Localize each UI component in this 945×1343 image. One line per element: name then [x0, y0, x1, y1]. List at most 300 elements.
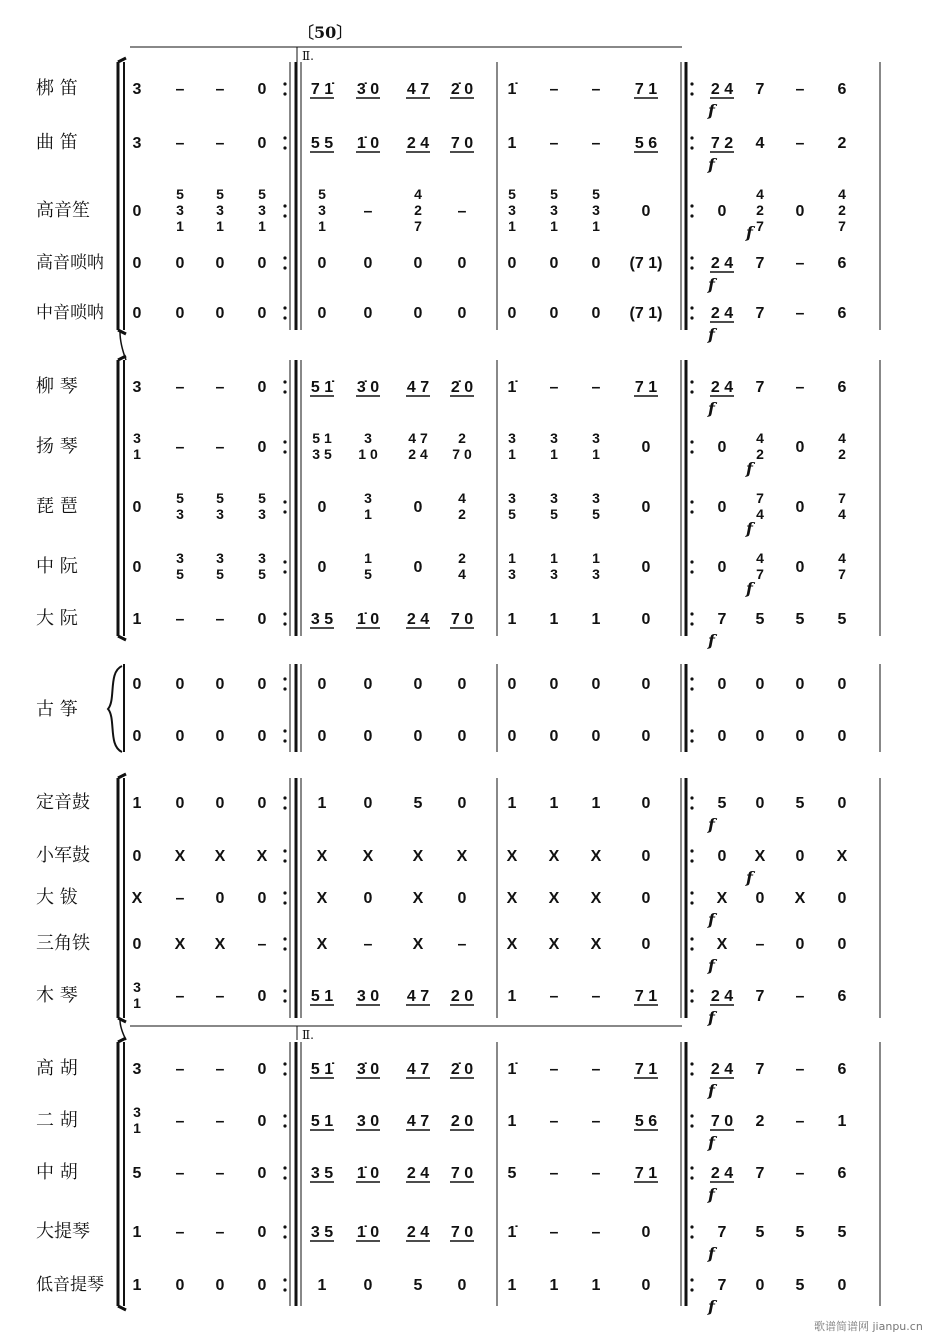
note-token: 0: [641, 499, 651, 516]
note-token: 0: [257, 379, 267, 396]
note-token: –: [215, 1113, 225, 1130]
chord-note: 5: [592, 506, 600, 522]
note-token: X: [412, 848, 424, 865]
note-token: 0: [457, 728, 467, 745]
note-token: 0: [257, 1061, 267, 1078]
note-token: –: [175, 1113, 185, 1130]
note-token: 0: [257, 795, 267, 812]
note-token: –: [795, 305, 805, 322]
note-token: 0: [257, 676, 267, 693]
note-token: –: [591, 81, 601, 98]
note-token: 5 5: [310, 135, 334, 152]
note-token: 0: [641, 848, 651, 865]
chord-note: 2: [458, 506, 466, 522]
chord-note: 4: [756, 430, 764, 446]
chord-note: 3: [550, 566, 558, 582]
note-token: 0: [641, 936, 651, 953]
repeat-dot: [283, 739, 286, 742]
repeat-dot: [690, 204, 693, 207]
note-token: 0: [175, 728, 185, 745]
chord-note: 3: [133, 1104, 141, 1120]
note-token: 0: [549, 676, 559, 693]
repeat-dot: [283, 1124, 286, 1127]
chord-note: 1: [508, 550, 516, 566]
note-token: 3̇ 0: [356, 379, 380, 396]
volta-label-bottom: Ⅱ.: [302, 1028, 314, 1042]
chord-note: 4: [458, 566, 466, 582]
note-token: 6: [837, 1061, 847, 1078]
note-token: 0: [795, 203, 805, 220]
repeat-dot: [283, 204, 286, 207]
instrument-row: [36, 792, 847, 834]
note-token: 3̇ 0: [356, 1061, 380, 1078]
repeat-dot: [283, 146, 286, 149]
chord-note: 5: [176, 186, 184, 202]
watermark: 歌谱简谱网 jianpu.cn: [814, 1320, 923, 1333]
repeat-dot: [690, 729, 693, 732]
chord-note: 3: [176, 202, 184, 218]
note-token: X: [214, 848, 226, 865]
chord-note: 4: [458, 490, 466, 506]
barlines: [124, 47, 880, 1306]
chord-note: 2: [414, 202, 422, 218]
note-token: –: [549, 1061, 559, 1078]
instrument-name: 中 胡: [36, 1162, 78, 1183]
note-token: 2̇ 0: [450, 379, 474, 396]
repeat-dot: [283, 901, 286, 904]
note-token: 2 4: [710, 1165, 734, 1182]
note-token: –: [591, 988, 601, 1005]
repeat-dot: [283, 1278, 286, 1281]
chord-note: 2: [838, 202, 846, 218]
chord-note: 1: [550, 550, 558, 566]
note-token: 2 4: [710, 305, 734, 322]
note-token: 1: [591, 1277, 601, 1294]
note-token: 0: [641, 890, 651, 907]
note-token: 0: [132, 203, 142, 220]
chord-note: 5: [508, 506, 516, 522]
repeat-dot: [690, 510, 693, 513]
note-token: 7 1: [634, 379, 658, 396]
repeat-dot: [283, 1072, 286, 1075]
note-token: 0: [457, 255, 467, 272]
note-token: 0: [755, 1277, 765, 1294]
note-token: –: [549, 1113, 559, 1130]
repeat-dot: [690, 390, 693, 393]
note-token: 0: [413, 676, 423, 693]
instrument-name: 高音唢呐: [36, 253, 104, 273]
note-token: 1: [507, 611, 517, 628]
note-token: 0: [175, 255, 185, 272]
note-token: 0: [507, 255, 517, 272]
note-token: 0: [837, 1277, 847, 1294]
note-token: 0: [413, 728, 423, 745]
repeat-dot: [283, 1166, 286, 1169]
note-token: 7 0: [450, 1165, 474, 1182]
chord-note: 4: [756, 506, 764, 522]
note-token: 0: [317, 728, 327, 745]
chord-note: 5: [318, 186, 326, 202]
instrument-row: [36, 430, 846, 478]
note-token: X: [456, 848, 468, 865]
note-token: 0: [795, 676, 805, 693]
chord-note: 7 0: [452, 446, 472, 462]
note-token: X: [590, 936, 602, 953]
note-token: 4 7: [406, 1061, 430, 1078]
note-token: 0: [457, 676, 467, 693]
note-token: 6: [837, 255, 847, 272]
repeat-dot: [283, 256, 286, 259]
note-token: –: [549, 988, 559, 1005]
chord-note: 7: [838, 218, 846, 234]
instrument-name: 木 琴: [36, 985, 78, 1006]
chord-note: 1: [550, 218, 558, 234]
chord-note: 4: [756, 550, 764, 566]
note-token: 3 0: [356, 988, 380, 1005]
chord-note: 5: [216, 490, 224, 506]
note-token: –: [175, 81, 185, 98]
note-token: 0: [413, 559, 423, 576]
dynamic-mark: f: [708, 399, 715, 418]
note-token: 5 1: [310, 988, 334, 1005]
note-token: –: [175, 439, 185, 456]
note-token: 0: [717, 728, 727, 745]
repeat-dot: [283, 92, 286, 95]
repeat-dot: [690, 440, 693, 443]
instrument-row: [36, 132, 847, 174]
instrument-name: 中音唢呐: [36, 303, 104, 323]
note-token: 2: [837, 135, 847, 152]
note-token: 3 5: [310, 1165, 334, 1182]
note-token: X: [506, 848, 518, 865]
note-token: 0: [755, 728, 765, 745]
chord-note: 4: [414, 186, 422, 202]
note-token: X: [412, 890, 424, 907]
chord-note: 4: [838, 506, 846, 522]
chord-note: 1: [550, 446, 558, 462]
dynamic-mark: f: [708, 1244, 715, 1263]
repeat-dot: [690, 849, 693, 852]
note-token: 0: [795, 936, 805, 953]
chord-note: 3: [216, 506, 224, 522]
note-token: 0: [257, 988, 267, 1005]
chord-note: 5: [176, 490, 184, 506]
note-token: 5 1̇: [310, 1061, 334, 1078]
note-token: 2 4: [710, 81, 734, 98]
instrument-row: [36, 1058, 847, 1100]
note-token: 3 5: [310, 1224, 334, 1241]
repeat-dot: [690, 1062, 693, 1065]
volta-label-top: Ⅱ.: [302, 49, 314, 63]
note-token: 0: [837, 890, 847, 907]
instrument-row: [133, 676, 847, 693]
instrument-row: [36, 979, 847, 1027]
note-token: 2 4: [710, 988, 734, 1005]
repeat-dot: [283, 849, 286, 852]
note-token: 2 0: [450, 988, 474, 1005]
note-token: –: [795, 379, 805, 396]
chord-note: 2: [756, 446, 764, 462]
instrument-name: 定音鼓: [36, 792, 90, 813]
chord-note: 3: [318, 202, 326, 218]
note-token: 0: [641, 1224, 651, 1241]
note-token: 0: [257, 1113, 267, 1130]
dynamic-mark: f: [708, 1185, 715, 1204]
note-token: –: [175, 379, 185, 396]
note-token: –: [215, 1061, 225, 1078]
note-token: X: [716, 890, 728, 907]
chord-note: 2: [458, 550, 466, 566]
note-token: 0: [363, 676, 373, 693]
note-token: 1: [507, 988, 517, 1005]
note-token: –: [591, 1165, 601, 1182]
repeat-dot: [690, 859, 693, 862]
chord-note: 5: [176, 566, 184, 582]
note-token: 4: [755, 135, 765, 152]
dynamic-mark: f: [708, 631, 715, 650]
note-token: 5 6: [634, 1113, 658, 1130]
note-token: 0: [641, 728, 651, 745]
note-token: X: [214, 936, 226, 953]
note-token: 0: [717, 499, 727, 516]
note-token: 1: [549, 611, 559, 628]
note-token: –: [591, 1224, 601, 1241]
note-token: 7: [755, 81, 765, 98]
note-token: 0: [591, 305, 601, 322]
note-token: 0: [457, 305, 467, 322]
note-token: X: [174, 936, 186, 953]
note-token: 2 4: [406, 1224, 430, 1241]
repeat-dot: [283, 390, 286, 393]
note-token: 0: [175, 795, 185, 812]
note-token: 0: [317, 305, 327, 322]
chord-note: 1: [364, 506, 372, 522]
note-token: 7 0: [710, 1113, 734, 1130]
repeat-dot: [690, 560, 693, 563]
note-token: 0: [317, 255, 327, 272]
instrument-name: 梆 笛: [36, 78, 78, 99]
note-token: –: [215, 988, 225, 1005]
note-token: 0: [413, 305, 423, 322]
repeat-dot: [690, 1114, 693, 1117]
instrument-row: [133, 728, 847, 745]
note-token: –: [549, 379, 559, 396]
note-token: 0: [457, 890, 467, 907]
instrument-row: [36, 1162, 847, 1204]
note-token: 0: [507, 728, 517, 745]
repeat-dot: [283, 1176, 286, 1179]
note-token: –: [215, 135, 225, 152]
dynamic-mark: f: [746, 868, 753, 887]
chord-note: 3: [176, 506, 184, 522]
instrument-name: 低音提琴: [36, 1275, 104, 1295]
note-token: 0: [507, 676, 517, 693]
note-token: –: [175, 1165, 185, 1182]
note-token: 1: [591, 795, 601, 812]
note-token: 0: [257, 1165, 267, 1182]
repeat-dot: [283, 450, 286, 453]
note-token: 2 4: [406, 135, 430, 152]
note-token: –: [795, 255, 805, 272]
chord-note: 3: [508, 566, 516, 582]
note-token: X: [794, 890, 806, 907]
chord-note: 3: [258, 506, 266, 522]
note-token: 0: [755, 795, 765, 812]
repeat-dot: [283, 510, 286, 513]
note-token: 0: [717, 203, 727, 220]
note-token: –: [795, 1061, 805, 1078]
chord-note: 4: [838, 430, 846, 446]
note-token: 7 1: [634, 81, 658, 98]
note-token: 0: [175, 305, 185, 322]
note-token: 1: [549, 795, 559, 812]
chord-note: 5: [258, 186, 266, 202]
note-token: 1: [132, 1224, 142, 1241]
repeat-dot: [690, 1288, 693, 1291]
repeat-dot: [690, 687, 693, 690]
note-token: 0: [591, 676, 601, 693]
note-token: 1: [317, 795, 327, 812]
note-token: 0: [257, 305, 267, 322]
repeat-dot: [690, 1124, 693, 1127]
chord-note: 2: [458, 430, 466, 446]
note-token: 2 4: [406, 1165, 430, 1182]
instrument-row: [36, 302, 847, 344]
note-token: 7 0: [450, 1224, 474, 1241]
repeat-dot: [690, 806, 693, 809]
dynamic-mark: f: [708, 101, 715, 120]
repeat-dot: [283, 316, 286, 319]
note-token: 1̇ 0: [356, 1165, 380, 1182]
chord-note: 3: [133, 979, 141, 995]
chord-note: 4: [838, 186, 846, 202]
note-token: –: [755, 936, 765, 953]
repeat-dot: [283, 937, 286, 940]
chord-note: 7: [838, 490, 846, 506]
note-token: 1: [507, 795, 517, 812]
note-token: 0: [132, 559, 142, 576]
dynamic-mark: f: [746, 519, 753, 538]
chord-note: 5: [364, 566, 372, 582]
note-token: X: [506, 890, 518, 907]
repeat-dot: [283, 677, 286, 680]
repeat-dot: [283, 796, 286, 799]
chord-note: 3: [550, 490, 558, 506]
repeat-dot: [690, 450, 693, 453]
note-token: 0: [363, 728, 373, 745]
chord-note: 2: [838, 446, 846, 462]
instrument-row: [36, 1275, 847, 1316]
note-token: –: [175, 611, 185, 628]
note-token: 0: [549, 255, 559, 272]
chord-note: 7: [756, 490, 764, 506]
chord-note: 1: [133, 446, 141, 462]
note-token: 7 1: [634, 1165, 658, 1182]
note-token: 0: [132, 936, 142, 953]
instrument-name: 扬 琴: [36, 436, 78, 457]
note-token: X: [836, 848, 848, 865]
note-token: –: [795, 1113, 805, 1130]
repeat-dot: [283, 947, 286, 950]
note-token: 5: [837, 1224, 847, 1241]
chord-note: 3: [592, 202, 600, 218]
chord-note: 5: [258, 490, 266, 506]
chord-note: 3: [550, 430, 558, 446]
instrument-name: 大 钹: [36, 887, 78, 908]
note-token: 7: [755, 305, 765, 322]
note-token: –: [795, 988, 805, 1005]
chord-note: 5: [550, 506, 558, 522]
note-token: 5 6: [634, 135, 658, 152]
repeat-dot: [690, 570, 693, 573]
chord-note: 1: [508, 218, 516, 234]
note-token: –: [257, 936, 267, 953]
chord-note: 3: [258, 550, 266, 566]
note-token: 5: [132, 1165, 142, 1182]
note-token: 1̇ 0: [356, 1224, 380, 1241]
instrument-name: 琵 琶: [36, 496, 78, 517]
note-token: 5: [795, 1224, 805, 1241]
chord-note: 5 1: [312, 430, 332, 446]
chord-note: 1: [592, 218, 600, 234]
note-token: X: [316, 848, 328, 865]
note-token: 2 4: [406, 611, 430, 628]
instrument-row: [36, 845, 848, 887]
repeat-dot: [283, 891, 286, 894]
note-token: 4 7: [406, 1113, 430, 1130]
note-token: 0: [215, 676, 225, 693]
note-token: 5: [755, 1224, 765, 1241]
repeat-dot: [690, 739, 693, 742]
note-token: 0: [215, 728, 225, 745]
chord-note: 3: [364, 430, 372, 446]
note-token: 0: [413, 499, 423, 516]
instrument-name: 柳 琴: [36, 376, 78, 397]
chord-note: 7: [414, 218, 422, 234]
note-token: 5: [795, 1277, 805, 1294]
note-token: 2: [755, 1113, 765, 1130]
chord-note: 4: [838, 550, 846, 566]
repeat-dot: [690, 256, 693, 259]
note-token: –: [215, 1224, 225, 1241]
note-token: –: [175, 135, 185, 152]
note-token: –: [175, 988, 185, 1005]
repeat-dot: [690, 1176, 693, 1179]
note-token: 3: [132, 135, 142, 152]
note-token: 0: [132, 255, 142, 272]
note-token: 1̇ 0: [356, 611, 380, 628]
note-token: 0: [132, 676, 142, 693]
repeat-dot: [283, 380, 286, 383]
note-token: 7: [755, 255, 765, 272]
note-token: 0: [215, 890, 225, 907]
note-token: (7 1): [629, 255, 663, 272]
measure-number: 〔50〕: [298, 23, 353, 42]
note-token: 0: [132, 499, 142, 516]
note-token: 6: [837, 81, 847, 98]
chord-note: 1: [133, 995, 141, 1011]
chord-note: 5: [550, 186, 558, 202]
note-token: 5: [795, 611, 805, 628]
note-token: 0: [717, 439, 727, 456]
note-token: –: [215, 611, 225, 628]
note-token: 7 1̇: [310, 81, 334, 98]
repeat-dot: [690, 1278, 693, 1281]
chord-note: 3: [216, 550, 224, 566]
note-token: 5: [507, 1165, 517, 1182]
dynamic-mark: f: [708, 1008, 715, 1027]
chord-note: 3: [508, 430, 516, 446]
